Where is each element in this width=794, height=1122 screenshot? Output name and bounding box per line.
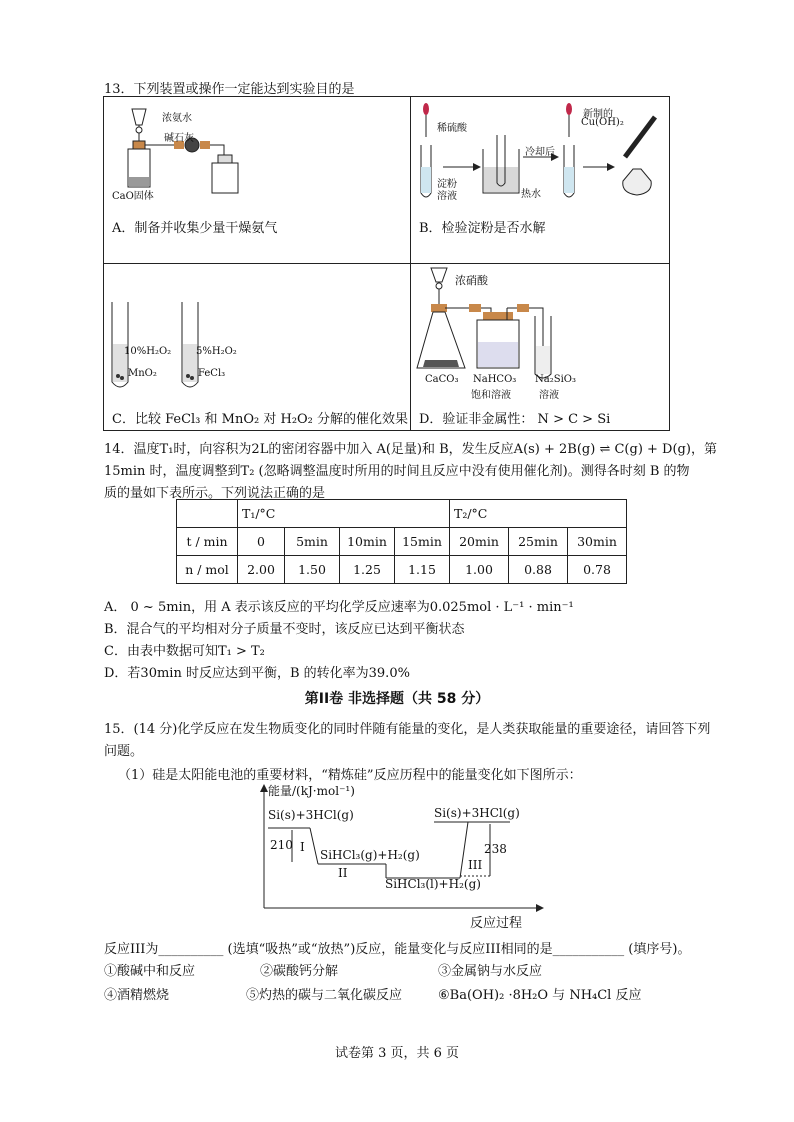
section-title: 第II卷 非选择题（共 58 分） — [304, 691, 490, 707]
t1-header: T₁/°C — [238, 500, 450, 528]
label-hot-water: 热水 — [521, 189, 541, 200]
label-fecl3: FeCl₃ — [198, 368, 226, 379]
q14-option-c: C．由表中数据可知T₁ > T₂ — [104, 644, 265, 659]
q13-option-d — [411, 264, 670, 431]
label-soda-lime: 碱石灰 — [164, 133, 194, 144]
state-si-hcl-left: Si(s)+3HCl(g) — [268, 808, 354, 822]
label-starch: 淀粉 — [437, 179, 457, 190]
time-cell: 10min — [340, 528, 395, 556]
q13-c-caption: C．比较 FeCl₃ 和 MnO₂ 对 H₂O₂ 分解的催化效果 — [112, 412, 409, 427]
label-saturated-solution: 饱和溶液 — [471, 390, 511, 401]
step-label-iii: III — [468, 858, 483, 872]
q13-stem: 13．下列装置或操作一定能达到实验目的是 — [104, 82, 355, 97]
mole-cell: 0.78 — [568, 556, 627, 584]
label-after-cooling: 冷却后 — [525, 147, 555, 158]
q13-options-table — [103, 96, 670, 431]
label-conc-nitric: 浓硝酸 — [455, 274, 488, 287]
choice-5: ⑤灼热的碳与二氧化碳反应 — [246, 988, 403, 1003]
step-label-ii: II — [338, 866, 348, 880]
value-238: 238 — [484, 842, 507, 856]
row-label-time: t / min — [177, 528, 238, 556]
step-label-i: I — [300, 840, 305, 854]
q14-option-a: A． 0 ~ 5min，用 A 表示该反应的平均化学反应速率为0.025mol · L⁻¹ · min⁻¹ — [104, 600, 574, 615]
time-cell: 30min — [568, 528, 627, 556]
q14-option-b: B．混合气的平均相对分子质量不变时，该反应已达到平衡状态 — [104, 622, 465, 637]
time-cell: 5min — [285, 528, 340, 556]
q13-b-caption: B．检验淀粉是否水解 — [419, 221, 546, 236]
label-h2o2-5pct: 5%H₂O₂ — [196, 346, 237, 357]
label-nahco3: NaHCO₃ — [473, 374, 517, 385]
q14-stem-line1: 14．温度T₁时，向容积为2L的密闭容器中加入 A(足量)和 B，发生反应A(s) + 2B(g) ⇌ C(g) + D(g)，第 — [104, 442, 717, 457]
choice-1: ①酸碱中和反应 — [104, 964, 196, 979]
state-si-hcl-right: Si(s)+3HCl(g) — [434, 806, 520, 820]
choice-2: ②碳酸钙分解 — [260, 964, 339, 979]
state-sihcl3-gas: SiHCl₃(g)+H₂(g) — [320, 848, 420, 862]
mole-cell: 1.15 — [395, 556, 450, 584]
mole-cell: 1.25 — [340, 556, 395, 584]
q15-stem-line1: 15．(14 分)化学反应在发生物质变化的同时伴随有能量的变化，是人类获取能量的重要途径，请回答下列 — [104, 722, 711, 737]
q13-d-caption: D．验证非金属性： N > C > Si — [419, 412, 611, 427]
label-solution: 溶液 — [437, 191, 457, 202]
q13-option-c — [104, 264, 411, 431]
label-cao-solid: CaO固体 — [112, 191, 154, 202]
diagram-ylabel: 能量/(kJ·mol⁻¹) — [268, 784, 355, 798]
choice-4: ④酒精燃烧 — [104, 988, 170, 1003]
q15-sub1: （1）硅是太阳能电池的重要材料，“精炼硅”反应历程中的能量变化如下图所示： — [118, 768, 582, 783]
choice-3: ③金属钠与水反应 — [438, 964, 543, 979]
diagram-xlabel: 反应过程 — [470, 916, 523, 931]
time-cell: 0 — [238, 528, 285, 556]
page-footer: 试卷第 3 页，共 6 页 — [334, 1046, 460, 1061]
q14-stem-line3: 质的量如下表所示。下列说法正确的是 — [104, 486, 326, 501]
q14-option-d: D．若30min 时反应达到平衡，B 的转化率为39.0% — [104, 666, 410, 681]
catalysis-comparison-illustration — [104, 264, 410, 404]
choice-6: ⑥Ba(OH)₂ ·8H₂O 与 NH₄Cl 反应 — [438, 988, 642, 1003]
time-cell: 15min — [395, 528, 450, 556]
table-corner-cell — [177, 500, 238, 528]
label-conc-ammonia: 浓氨水 — [162, 113, 192, 124]
time-cell: 25min — [509, 528, 568, 556]
mole-cell: 2.00 — [238, 556, 285, 584]
mole-cell: 1.50 — [285, 556, 340, 584]
q15-stem-line2: 问题。 — [104, 744, 144, 759]
state-sihcl3-liquid: SiHCl₃(l)+H₂(g) — [385, 877, 481, 891]
label-caco3: CaCO₃ — [425, 374, 459, 385]
time-cell: 20min — [450, 528, 509, 556]
q13-option-a — [104, 97, 411, 264]
label-mno2: MnO₂ — [128, 368, 157, 379]
row-label-moles: n / mol — [177, 556, 238, 584]
label-dilute-sulfuric: 稀硫酸 — [437, 123, 467, 134]
mole-cell: 1.00 — [450, 556, 509, 584]
q14-stem-line2: 15min 时，温度调整到T₂ (忽略调整温度时所用的时间且反应中没有使用催化剂)。测得各时刻 B 的物 — [104, 464, 690, 479]
q13-option-b — [411, 97, 670, 264]
label-cuoh2: Cu(OH)₂ — [581, 117, 624, 128]
q14-data-table — [176, 499, 627, 584]
mole-cell: 0.88 — [509, 556, 568, 584]
q13-a-caption: A．制备并收集少量干燥氨气 — [112, 221, 278, 236]
q15-question: 反应III为__________ (选填“吸热”或“放热”)反应，能量变化与反应III相同的是___________ (填序号)。 — [104, 942, 691, 957]
label-na2sio3: Na₂SiO₃ — [535, 374, 576, 385]
label-fresh: 新制的 — [583, 109, 613, 120]
label-h2o2-10pct: 10%H₂O₂ — [124, 346, 172, 357]
value-210: 210 — [270, 838, 293, 852]
t2-header: T₂/°C — [450, 500, 627, 528]
label-d-solution: 溶液 — [539, 390, 559, 401]
